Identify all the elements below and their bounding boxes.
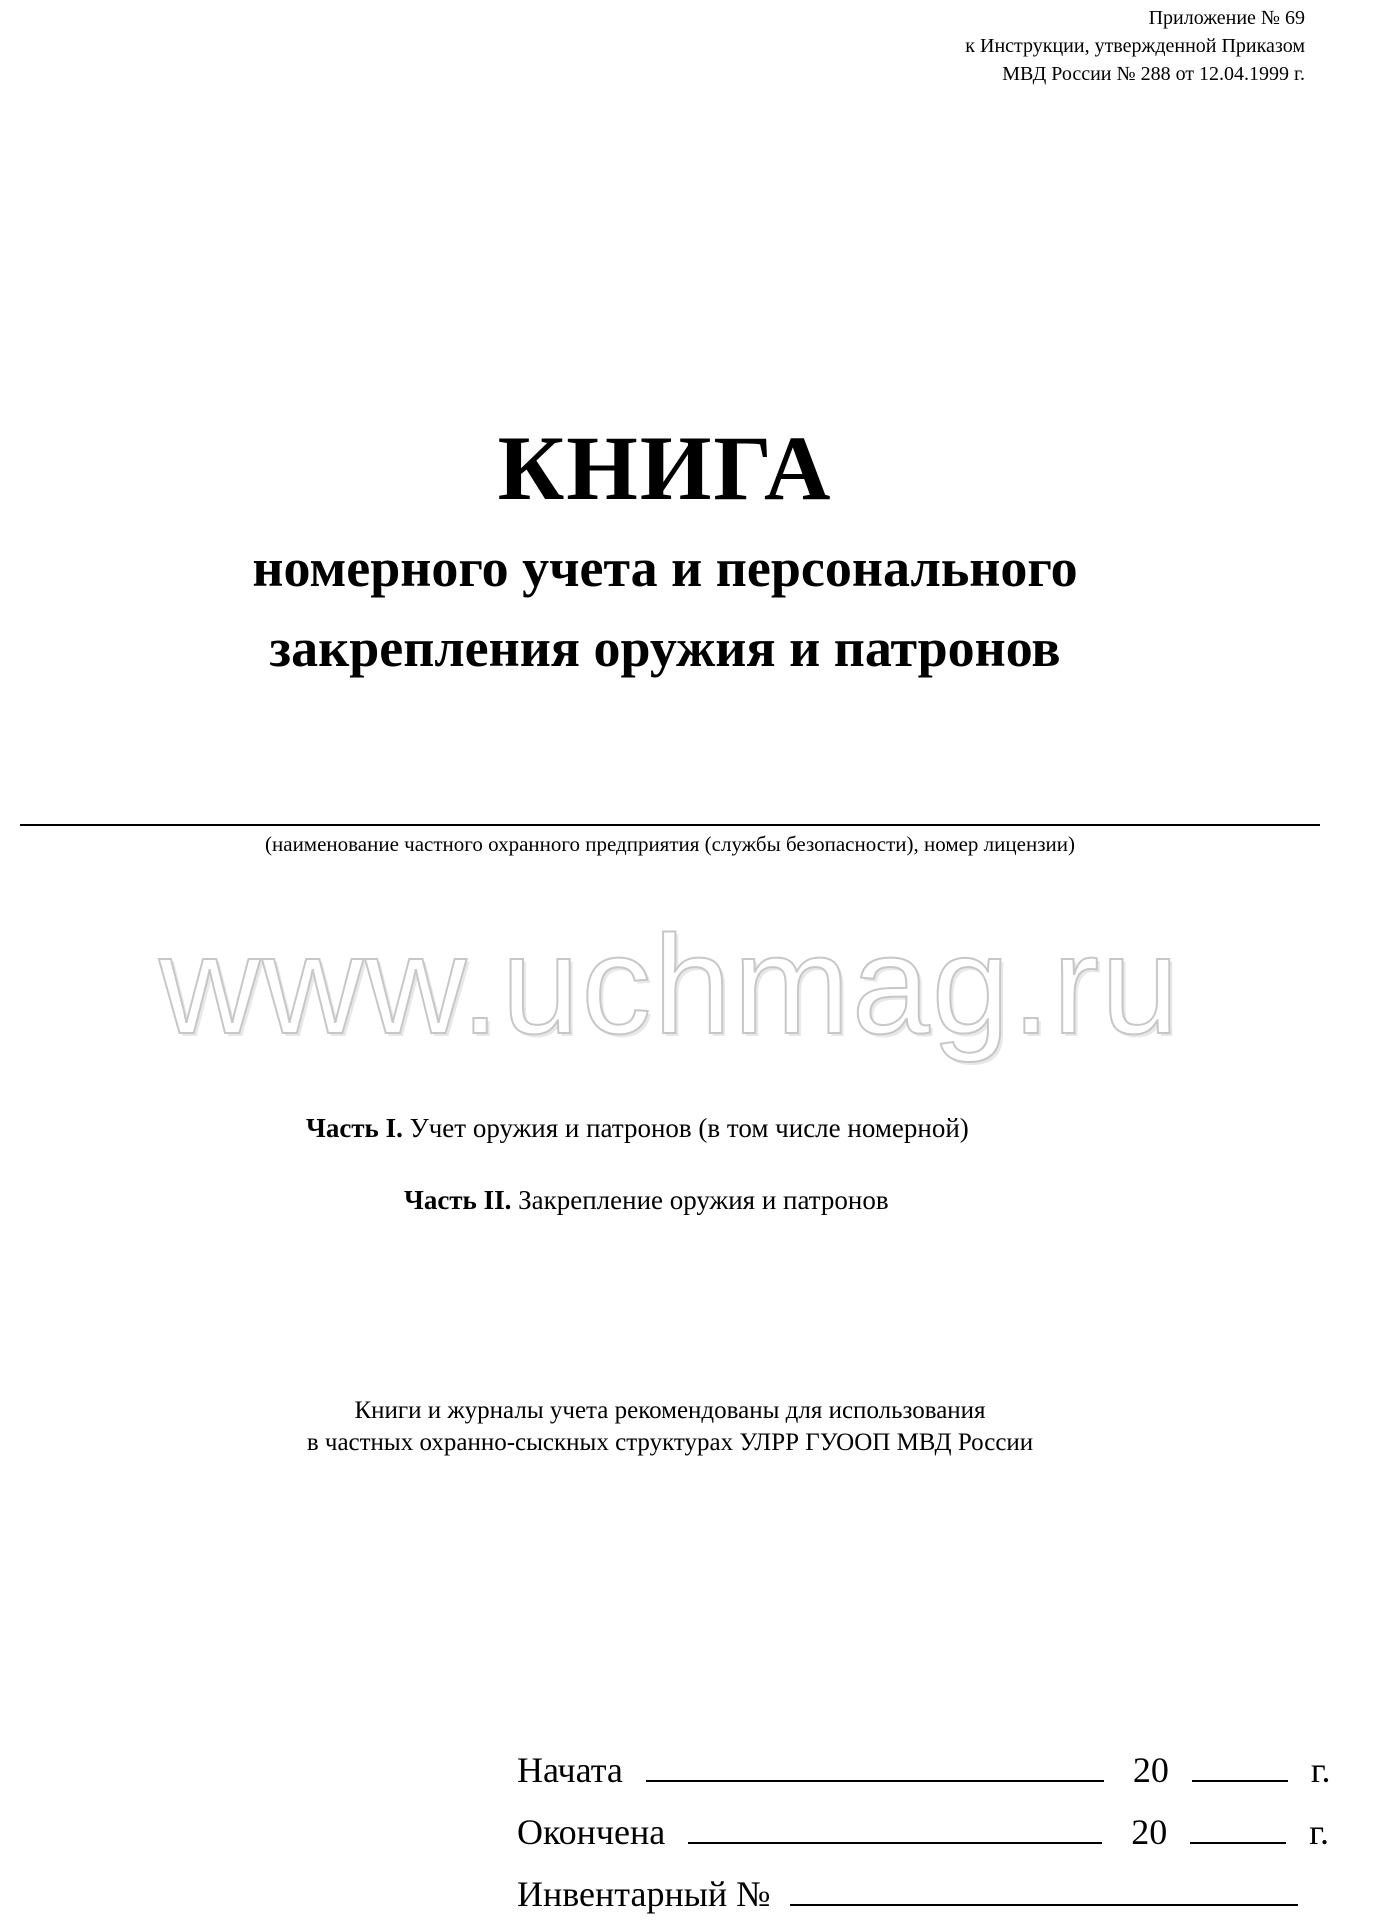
started-year-prefix: 20 (1132, 1750, 1169, 1790)
ended-label: Окончена (517, 1812, 666, 1852)
inventory-number-line (790, 1874, 1298, 1906)
part-one-label: Часть I. (306, 1113, 403, 1143)
organization-fill-line (20, 824, 1320, 826)
ended-date-line (688, 1812, 1102, 1844)
appendix-line-1: Приложение № 69 (1148, 7, 1305, 29)
organization-caption: (наименование частного охранного предприятия (службы безопасности), номер лицензии) (265, 832, 1075, 856)
inventory-label: Инвентарный № (517, 1874, 771, 1914)
started-date-line (646, 1750, 1104, 1782)
ended-year-suffix: г. (1309, 1812, 1329, 1852)
ended-year-prefix: 20 (1131, 1812, 1168, 1852)
started-row (517, 1748, 1331, 1792)
book-title: КНИГА (497, 417, 833, 519)
watermark: www.uchmag.ru (159, 906, 1181, 1063)
appendix-line-2: к Инструкции, утвержденной Приказом (965, 35, 1305, 57)
ended-year-line (1190, 1812, 1286, 1844)
started-year-line (1192, 1750, 1288, 1782)
subtitle-line-1: номерного учета и персонального (252, 538, 1078, 598)
ended-row (517, 1810, 1329, 1854)
subtitle-line-2: закрепления оружия и патронов (269, 618, 1061, 678)
recommendation-line-1: Книги и журналы учета рекомендованы для использования (354, 1397, 986, 1424)
appendix-note (965, 4, 1305, 88)
part-two (404, 1182, 889, 1218)
inventory-row (517, 1872, 1298, 1916)
started-label: Начата (517, 1750, 623, 1790)
recommendation-line-2: в частных охранно-сыскных структурах УЛРР ГУООП МВД России (306, 1429, 1034, 1456)
part-one (306, 1110, 969, 1146)
book-subtitle (0, 528, 1330, 688)
started-year-suffix: г. (1310, 1750, 1331, 1790)
part-one-text: Учет оружия и патронов (в том числе номерной) (409, 1113, 969, 1143)
recommendation-note (0, 1395, 1340, 1459)
appendix-line-3: МВД России № 288 от 12.04.1999 г. (1002, 63, 1305, 85)
part-two-text: Закрепление оружия и патронов (518, 1185, 889, 1215)
part-two-label: Часть II. (404, 1185, 512, 1215)
